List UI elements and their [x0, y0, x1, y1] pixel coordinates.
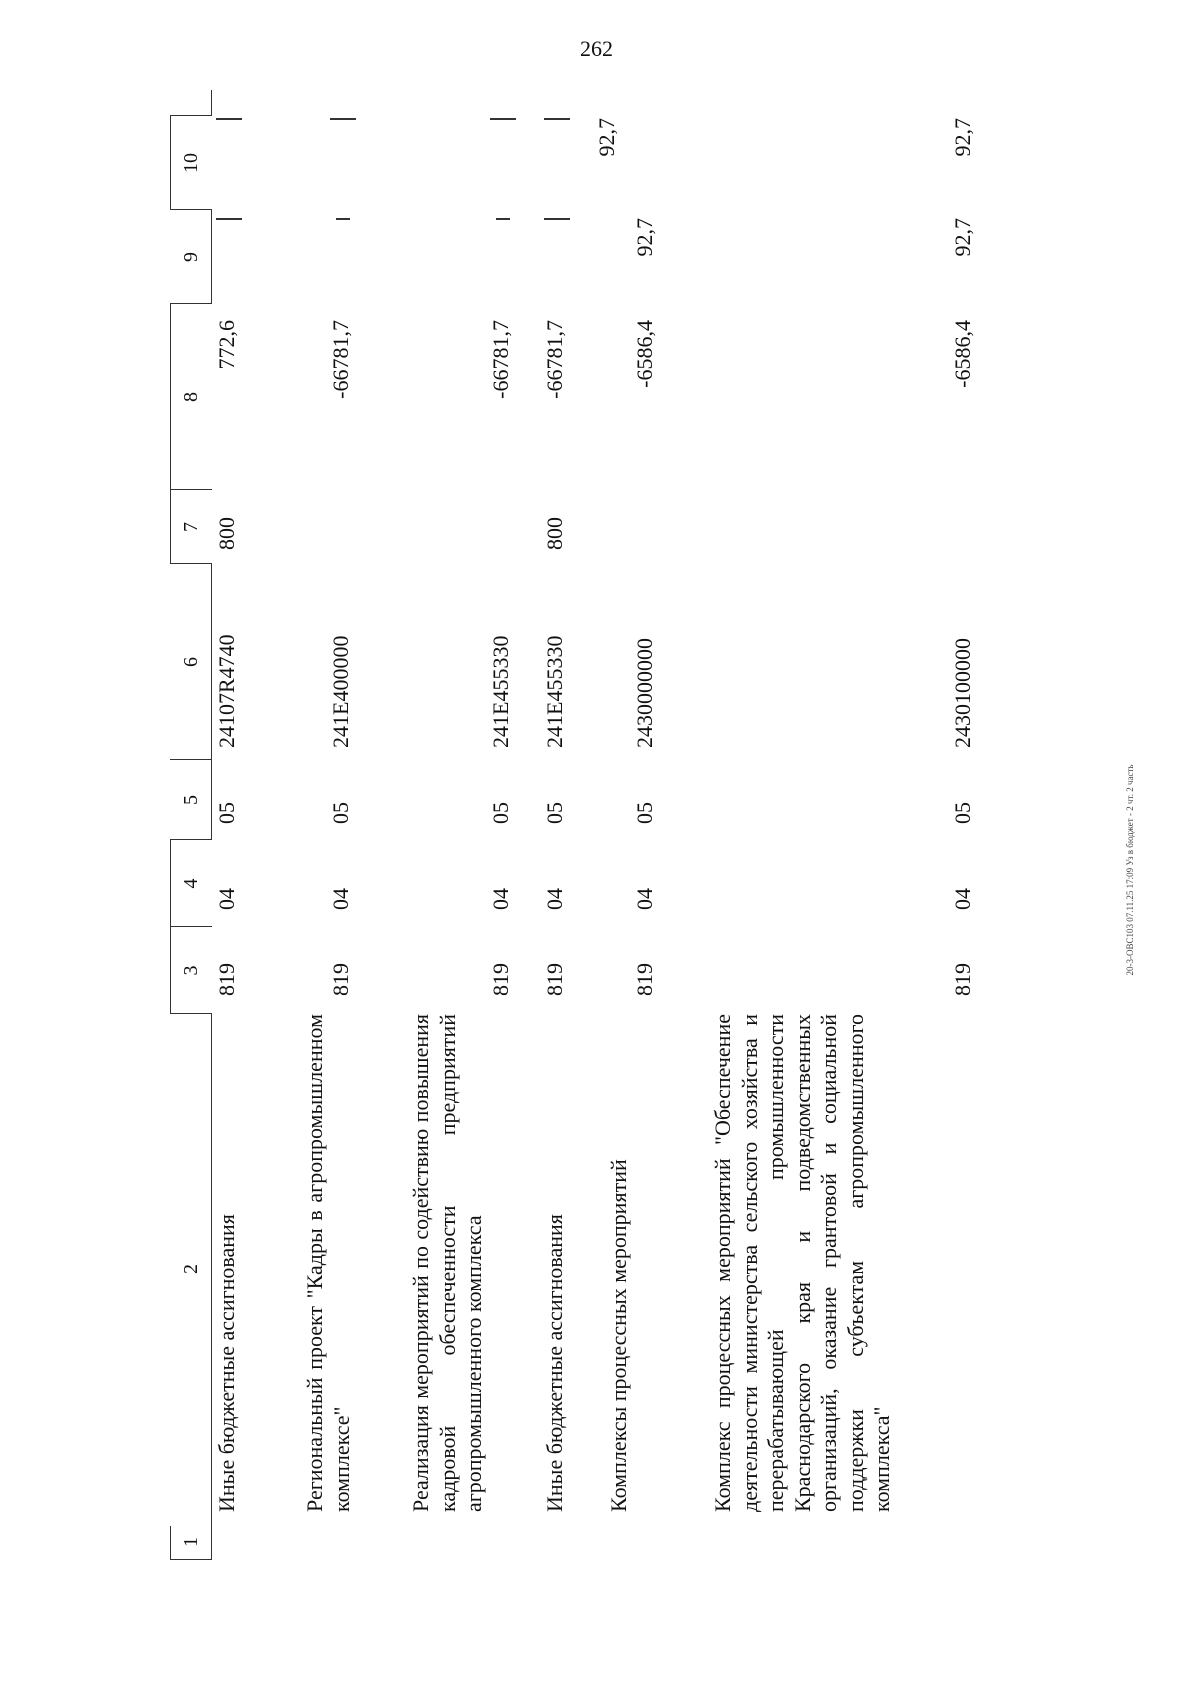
col-header-5: 5 [180, 795, 202, 805]
cell-col9 [214, 218, 242, 298]
cell-amount: 772,6 [214, 320, 239, 370]
cell-target-article: 241E400000 [328, 635, 353, 748]
row-name: Региональный проект "Кадры в агропромышленном комплексе" [302, 1014, 354, 1512]
cell-ministry: 819 [488, 963, 513, 996]
cell-subsection: 05 [950, 802, 975, 824]
dash-mark [496, 218, 510, 220]
cell-section: 04 [542, 888, 567, 910]
cell-col9: 92,7 [632, 218, 657, 257]
cell-col9 [542, 218, 570, 298]
cell-section: 04 [632, 888, 657, 910]
cell-col10: 92,7 [950, 118, 975, 157]
cell-target-article: 2430100000 [950, 638, 975, 748]
cell-subsection: 05 [214, 802, 239, 824]
cell-target-article: 2430000000 [632, 638, 657, 748]
budget-table [170, 90, 1050, 1560]
dash-mark [544, 118, 570, 120]
col-header-8: 8 [180, 392, 202, 402]
row-name: Иные бюджетные ассигнования [542, 1214, 567, 1512]
cell-col9 [328, 218, 355, 298]
col-header-10: 10 [180, 153, 202, 173]
row-name: Иные бюджетные ассигнования [214, 1214, 239, 1512]
cell-amount: -66781,7 [488, 320, 513, 399]
cell-col10 [488, 118, 516, 198]
cell-expense-type: 800 [214, 517, 239, 550]
cell-section: 04 [328, 888, 353, 910]
row-name: Комплекс процессных мероприятий "Обеспечение деятельности министерства сельского хозяйства и перерабатывающей промышленности Краснодарского края и подведомственных организаций, оказание грантовой и социальной поддержки субъектам агропромышленного комплекса" [710, 1014, 894, 1512]
cell-section: 04 [950, 888, 975, 910]
cell-ministry: 819 [632, 963, 657, 996]
col-header-6: 6 [180, 657, 202, 667]
cell-expense-type: 800 [542, 517, 567, 550]
cell-section: 04 [214, 888, 239, 910]
col-header-1: 1 [180, 1537, 202, 1547]
cell-col10 [328, 118, 356, 198]
col-header-2: 2 [180, 1264, 202, 1274]
cell-target-article: 24107R4740 [214, 634, 239, 748]
cell-col9 [488, 218, 515, 298]
row-name: Комплексы процессных мероприятий [606, 1159, 631, 1512]
cell-amount: -6586,4 [950, 320, 975, 388]
cell-ministry: 819 [542, 963, 567, 996]
col-header-4: 4 [180, 878, 202, 889]
cell-subsection: 05 [328, 802, 353, 824]
cell-ministry: 819 [214, 963, 239, 996]
cell-amount: -66781,7 [542, 320, 567, 399]
cell-col9: 92,7 [950, 218, 975, 257]
cell-target-article: 241E455330 [542, 635, 567, 748]
col-header-7: 7 [180, 522, 202, 532]
dash-mark [216, 118, 242, 120]
col-header-9: 9 [180, 252, 202, 262]
dash-mark [490, 118, 516, 120]
cell-amount: -66781,7 [328, 320, 353, 399]
col-header-3: 3 [180, 965, 202, 976]
cell-target-article: 241E455330 [488, 635, 513, 748]
dash-mark [330, 118, 356, 120]
cell-section: 04 [488, 888, 513, 910]
cell-subsection: 05 [542, 802, 567, 824]
dash-mark [336, 218, 350, 220]
page-number: 262 [580, 36, 613, 61]
cell-col10: 92,7 [594, 118, 619, 157]
row-name: Реализация мероприятий по содействию повышения кадровой обеспеченности предприятий агропромышленного комплекса [408, 1014, 486, 1512]
cell-ministry: 819 [328, 963, 353, 996]
dash-mark [216, 218, 242, 220]
cell-col10 [542, 118, 570, 198]
cell-col10 [214, 118, 242, 198]
cell-ministry: 819 [950, 963, 975, 996]
cell-amount: -6586,4 [632, 320, 657, 388]
footer-note: 20-3-ОВС103 07.11.25 17:09 Уз в бюджет - 2 чт. 2 часть [1125, 764, 1135, 976]
dash-mark [544, 218, 570, 220]
cell-subsection: 05 [632, 802, 657, 824]
cell-subsection: 05 [488, 802, 513, 824]
header-rule-8 [211, 90, 212, 116]
